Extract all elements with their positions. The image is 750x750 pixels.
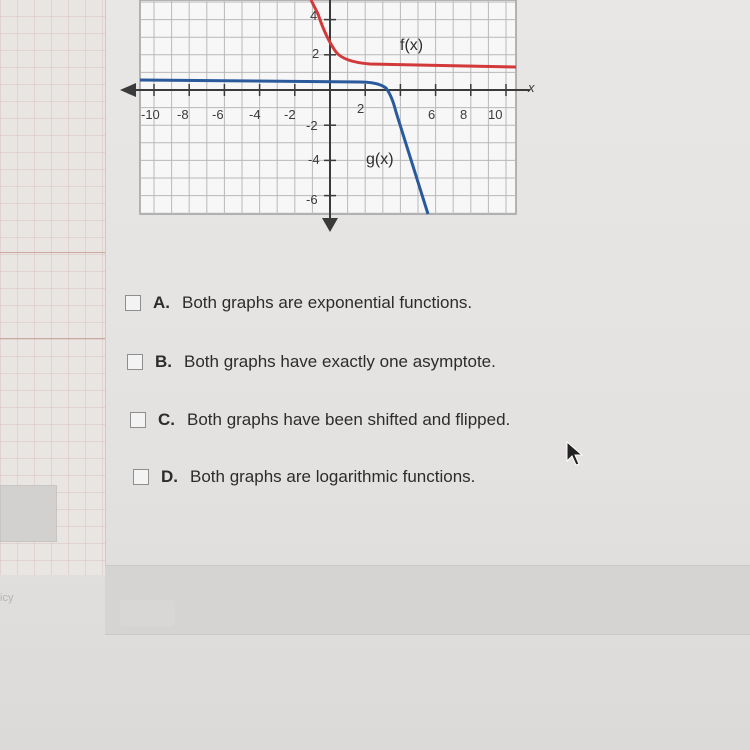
option-c-checkbox[interactable] bbox=[130, 412, 146, 428]
x-tick-label: -2 bbox=[284, 107, 296, 122]
x-tick-label: -10 bbox=[141, 107, 160, 122]
y-tick-label: -4 bbox=[308, 152, 320, 167]
option-a-letter: A. bbox=[153, 293, 170, 312]
option-a-checkbox[interactable] bbox=[125, 295, 141, 311]
footer-bar bbox=[105, 565, 750, 635]
option-c[interactable] bbox=[130, 410, 510, 430]
option-b-checkbox[interactable] bbox=[127, 354, 143, 370]
left-panel-divider bbox=[0, 338, 105, 339]
y-axis-down-arrow bbox=[322, 218, 338, 232]
x-axis-label: x bbox=[528, 80, 535, 95]
x-tick-label: -6 bbox=[212, 107, 224, 122]
option-b-text: Both graphs have exactly one asymptote. bbox=[184, 352, 496, 371]
x-tick-label: -4 bbox=[249, 107, 261, 122]
privacy-link[interactable]: icy bbox=[0, 592, 14, 604]
g-label: g(x) bbox=[366, 151, 394, 168]
left-panel-block bbox=[0, 485, 57, 542]
option-d-text: Both graphs are logarithmic functions. bbox=[190, 467, 476, 486]
option-c-text: Both graphs have been shifted and flipped. bbox=[187, 410, 511, 429]
option-d-checkbox[interactable] bbox=[133, 469, 149, 485]
x-tick-label: -8 bbox=[177, 107, 189, 122]
f-label: f(x) bbox=[400, 37, 424, 54]
x-tick-label: 6 bbox=[428, 107, 436, 122]
y-tick-label: -2 bbox=[306, 118, 318, 133]
option-b[interactable] bbox=[127, 352, 496, 372]
x-tick-label: 2 bbox=[357, 101, 365, 116]
y-tick-label: 4 bbox=[310, 8, 318, 23]
mouse-pointer-icon bbox=[566, 441, 584, 467]
option-a[interactable] bbox=[125, 293, 472, 313]
option-d[interactable] bbox=[133, 467, 475, 487]
function-graph bbox=[0, 0, 750, 260]
option-b-letter: B. bbox=[155, 352, 172, 371]
option-d-letter: D. bbox=[161, 467, 178, 486]
x-axis-left-arrow bbox=[120, 83, 136, 97]
option-c-letter: C. bbox=[158, 410, 175, 429]
y-tick-label: -6 bbox=[306, 192, 318, 207]
x-tick-label: 8 bbox=[460, 107, 468, 122]
footer-button[interactable] bbox=[120, 600, 175, 626]
x-tick-label: 10 bbox=[488, 107, 503, 122]
y-tick-label: 2 bbox=[312, 46, 320, 61]
option-a-text: Both graphs are exponential functions. bbox=[182, 293, 473, 312]
